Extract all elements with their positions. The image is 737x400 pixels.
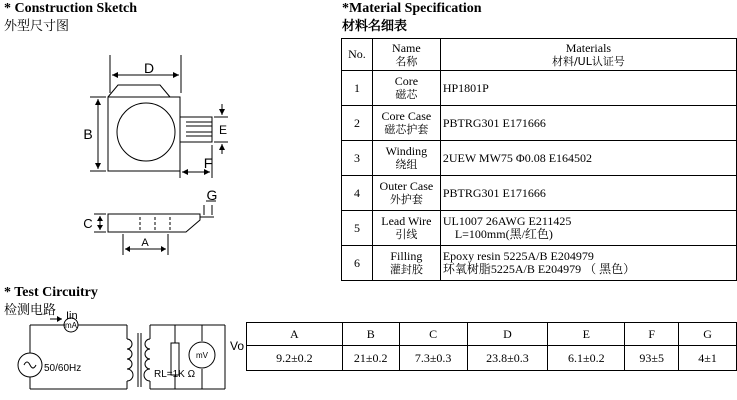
- dim-value: 23.8±0.3: [467, 346, 548, 371]
- row-material-line1: UL1007 26AWG E211425: [442, 214, 572, 228]
- sketch-top-bevel: [108, 85, 170, 97]
- row-material-line1: HP1801P: [442, 80, 489, 95]
- dimensions-value-row: [247, 346, 737, 371]
- table-row: [342, 211, 737, 246]
- header-name: [372, 39, 440, 71]
- material-header-row: [342, 39, 737, 71]
- test-title: * Test Circuitry: [4, 285, 98, 300]
- header-no: No.: [342, 39, 373, 71]
- dim-label-e: E: [218, 123, 228, 137]
- header-mat-zh: 材料/UL认证号: [551, 54, 625, 68]
- dim-header: D: [467, 323, 548, 346]
- dimensions-header-row: [247, 323, 737, 346]
- source-label: 50/60Hz: [44, 363, 82, 374]
- table-row: [342, 71, 737, 106]
- row-no: 2: [342, 106, 373, 141]
- material-title: *Material Specification: [342, 1, 482, 16]
- dim-header: C: [399, 323, 467, 346]
- row-no: 4: [342, 176, 373, 211]
- dim-header: G: [679, 323, 737, 346]
- sketch-terminal: [180, 117, 212, 142]
- dim-header: B: [342, 323, 399, 346]
- row-name-en: Core Case: [381, 109, 432, 123]
- row-name-zh: 绕组: [395, 158, 418, 171]
- row-material: [440, 141, 736, 176]
- row-no: 1: [342, 71, 373, 106]
- construction-sketch: [0, 0, 340, 275]
- vo-label: Vo: [230, 339, 245, 353]
- dim-value: 9.2±0.2: [247, 346, 343, 371]
- row-no: 6: [342, 246, 373, 281]
- row-name-en: Filling: [390, 249, 423, 263]
- dim-label-a: A: [141, 237, 149, 249]
- table-row: [342, 176, 737, 211]
- sketch-core-ring: [117, 103, 175, 161]
- header-mat-en: Materials: [565, 40, 612, 55]
- primary-coil: [127, 339, 133, 381]
- row-material-line2: 环氧树脂5225A/B E204979 （ 黑色）: [442, 262, 636, 276]
- row-name-en: Core: [394, 74, 419, 88]
- row-name-zh: 外护套: [389, 193, 423, 206]
- row-material-line1: PBTRG301 E171666: [442, 185, 546, 200]
- mv-label: mV: [196, 351, 208, 360]
- row-name-zh: 磁芯护套: [384, 123, 429, 136]
- ma-label: mA: [65, 321, 77, 330]
- dim-label-g: G: [206, 187, 218, 203]
- dimensions-table: [246, 322, 737, 371]
- row-material: [440, 176, 736, 211]
- secondary-coil: [144, 339, 150, 381]
- row-material: [440, 211, 736, 246]
- sketch-side-view: [108, 214, 200, 232]
- dim-value: 4±1: [679, 346, 737, 371]
- row-name-zh: 引线: [395, 228, 418, 241]
- dim-header: F: [625, 323, 679, 346]
- row-name: [372, 211, 440, 246]
- row-name-zh: 灌封胶: [389, 263, 423, 276]
- sketch-body: [108, 97, 180, 171]
- dim-label-b: B: [83, 126, 93, 142]
- row-name: [372, 246, 440, 281]
- row-name-zh: 磁芯: [395, 88, 418, 101]
- table-row: [342, 246, 737, 281]
- dim-value: 93±5: [625, 346, 679, 371]
- row-material-line1: 2UEW MW75 Φ0.08 E164502: [442, 150, 593, 165]
- row-material: [440, 106, 736, 141]
- row-material: [440, 71, 736, 106]
- dim-header: E: [548, 323, 625, 346]
- header-materials: [440, 39, 736, 71]
- row-name-en: Outer Case: [379, 179, 434, 193]
- ac-wave-icon: [24, 362, 36, 368]
- row-name: [372, 141, 440, 176]
- row-name-en: Lead Wire: [381, 214, 432, 228]
- table-row: [342, 141, 737, 176]
- material-subtitle: 材料名细表: [342, 19, 408, 34]
- row-material-line2: L=100mm(黑/红色): [454, 227, 553, 241]
- header-name-en: Name: [392, 40, 421, 55]
- row-material-line1: PBTRG301 E171666: [442, 115, 546, 130]
- dim-header: A: [247, 323, 343, 346]
- dim-value: 6.1±0.2: [548, 346, 625, 371]
- dim-label-d: D: [143, 60, 155, 76]
- row-material: [440, 246, 736, 281]
- row-no: 5: [342, 211, 373, 246]
- row-no: 3: [342, 141, 373, 176]
- construction-title: * Construction Sketch: [4, 1, 138, 16]
- row-name: [372, 106, 440, 141]
- test-circuit: [0, 305, 250, 400]
- material-table: [341, 38, 737, 281]
- dim-label-c: C: [83, 216, 93, 231]
- construction-subtitle: 外型尺寸图: [4, 19, 70, 34]
- dim-label-f: F: [203, 155, 213, 171]
- header-name-zh: 名称: [395, 54, 418, 68]
- dim-value: 7.3±0.3: [399, 346, 467, 371]
- table-row: [342, 106, 737, 141]
- dim-value: 21±0.2: [342, 346, 399, 371]
- test-subtitle: 检测电路: [4, 303, 57, 318]
- row-name: [372, 71, 440, 106]
- iin-label: Iin: [66, 310, 78, 322]
- row-name: [372, 176, 440, 211]
- load-label: RL=1K Ω: [154, 369, 196, 380]
- row-name-en: Winding: [385, 144, 428, 158]
- row-material-line1: Epoxy resin 5225A/B E204979: [442, 249, 594, 263]
